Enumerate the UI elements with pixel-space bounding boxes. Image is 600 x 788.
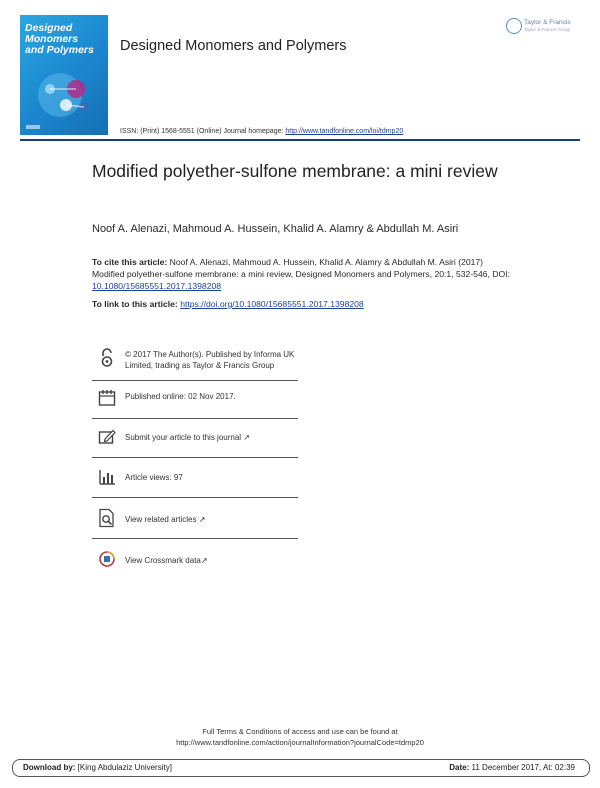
crossmark-row[interactable]: [98, 549, 298, 571]
terms-text: Full Terms & Conditions of access and use can be found at: [202, 727, 398, 736]
article-title: Modified polyether-sulfone membrane: a mini review: [92, 161, 498, 181]
info-divider: [92, 380, 298, 381]
external-link-icon: ↗: [198, 515, 206, 524]
bar-chart-icon: [98, 467, 116, 487]
document-search-icon: [98, 508, 116, 528]
open-access-lock-icon: [98, 348, 116, 368]
license-text: © 2017 The Author(s). Published by Informa UK Limited, trading as Taylor & Francis Group: [125, 350, 295, 370]
terms-footer: [100, 727, 500, 748]
info-divider: [92, 457, 298, 458]
publisher-logo-subtext: Taylor & Francis Group: [524, 27, 571, 32]
related-articles-row[interactable]: [98, 508, 298, 530]
crossmark-link[interactable]: View Crossmark data↗: [125, 556, 208, 565]
article-link-label: To link to this article:: [92, 299, 181, 309]
license-row: [98, 348, 298, 380]
journal-homepage-link[interactable]: http://www.tandfonline.com/loi/tdmp20: [285, 128, 404, 135]
journal-cover-image: [20, 15, 108, 135]
published-date-text: Published online: 02 Nov 2017.: [125, 392, 236, 401]
citation-label: To cite this article:: [92, 257, 168, 267]
article-views-row: [98, 467, 298, 487]
article-link-row: [92, 299, 364, 309]
external-link-icon: ↗: [200, 556, 208, 565]
download-by: Download by: [King Abdulaziz University]: [23, 763, 172, 772]
article-authors: Noof A. Alenazi, Mahmoud A. Hussein, Khalid A. Alamry & Abdullah M. Asiri: [92, 223, 459, 235]
cover-publisher-mark: [26, 125, 40, 129]
download-date: Date: 11 December 2017, At: 02:39: [449, 763, 575, 772]
submit-article-row[interactable]: [98, 427, 298, 447]
cover-title: Designed Monomers and Polymers: [25, 22, 94, 56]
publisher-logo-text: Taylor & Francis: [524, 19, 571, 26]
publisher-logo-icon: [506, 18, 522, 34]
issn-text: ISSN: (Print) 1568-5551 (Online) Journal homepage:: [120, 128, 286, 135]
article-views-text: Article views: 97: [125, 473, 183, 482]
citation-text: Noof A. Alenazi, Mahmoud A. Hussein, Khalid A. Alamry & Abdullah M. Asiri (2017) Modified polyether-sulfone membrane: a mini review, Designed Monomers and Polymers, 20:1, 532-546, DOI:: [92, 257, 510, 279]
crossmark-icon: [98, 549, 116, 569]
download-info-bar: [12, 759, 590, 777]
info-divider: [92, 497, 298, 498]
cover-molecule-graphic: [20, 15, 108, 135]
header-divider: [20, 139, 580, 141]
terms-url[interactable]: http://www.tandfonline.com/action/journalInformation?journalCode=tdmp20: [176, 737, 424, 747]
citation-doi-link[interactable]: 10.1080/15685551.2017.1398208: [92, 281, 222, 291]
issn-line: [120, 128, 403, 135]
calendar-icon: [98, 388, 116, 408]
publisher-logo[interactable]: [506, 16, 576, 38]
submit-article-link[interactable]: Submit your article to this journal ↗: [125, 433, 250, 442]
article-doi-url-link[interactable]: https://doi.org/10.1080/15685551.2017.1398208: [180, 299, 364, 309]
info-divider: [92, 418, 298, 419]
citation-block: [92, 256, 512, 292]
published-row: [98, 388, 298, 408]
journal-title[interactable]: Designed Monomers and Polymers: [120, 38, 347, 54]
edit-pencil-icon: [98, 427, 116, 447]
external-link-icon: ↗: [243, 433, 250, 442]
related-articles-link[interactable]: View related articles ↗: [125, 515, 206, 524]
info-divider: [92, 538, 298, 539]
